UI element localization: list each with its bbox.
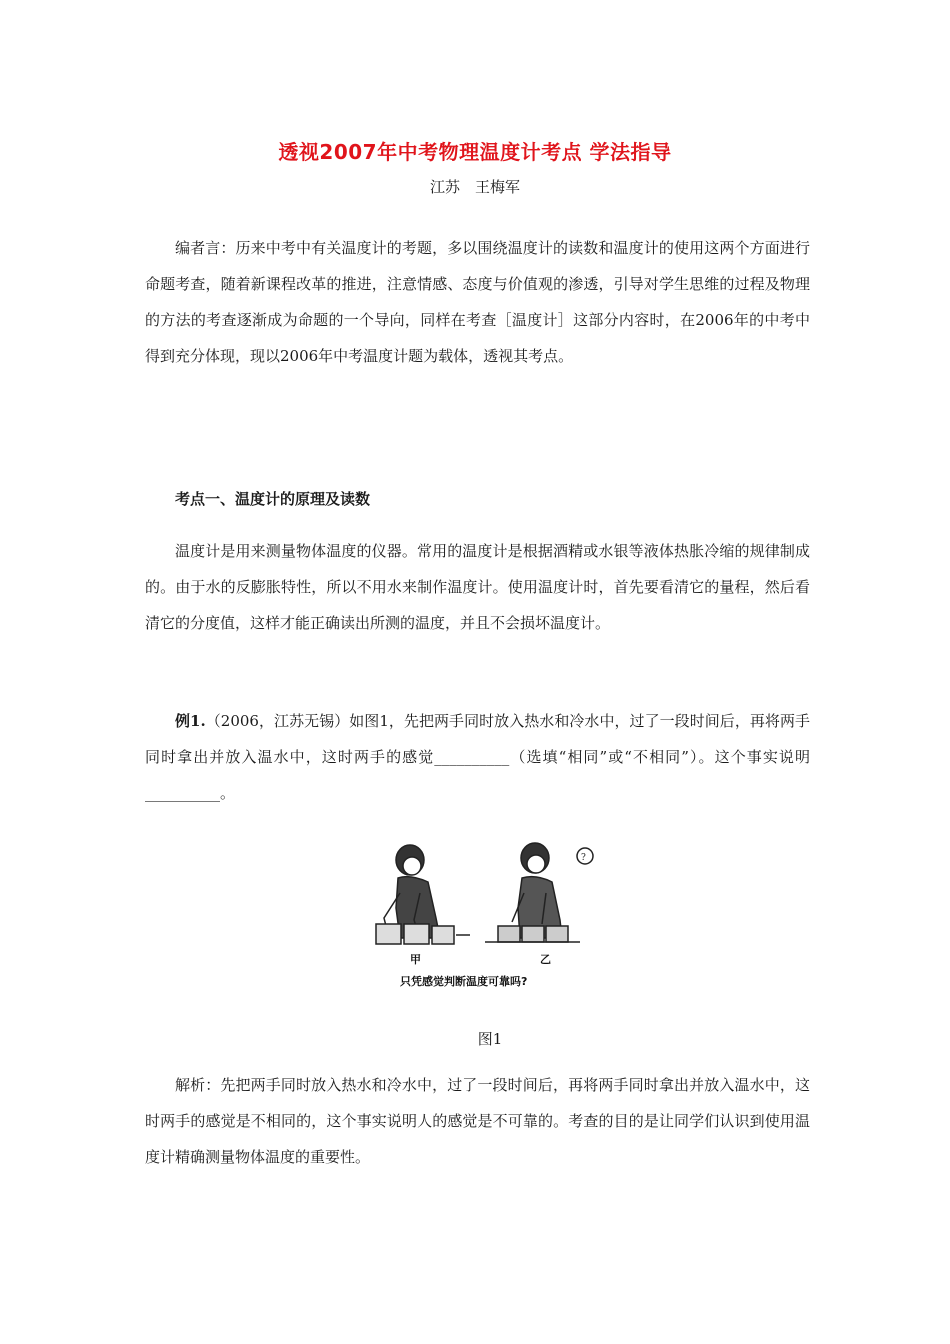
author-line: 江苏 王梅军 <box>429 178 520 196</box>
example-text: （2006，江苏无锡）如图1，先把两手同时放入热水和冷水中，过了一段时间后，再将两手同时拿出并放入温水中，这时两手的感觉__________（选填“相同”或“不相同”）。这个事实说明__________。 <box>145 712 810 802</box>
right-basin-3 <box>546 926 568 942</box>
figure-question: 只凭感觉判断温度可靠吗? <box>400 975 528 988</box>
section-body: 温度计是用来测量物体温度的仪器。常用的温度计是根据酒精或水银等液体热胀冷缩的规律制成的。由于水的反膨胀特性，所以不用水来制作温度计。使用温度计时，首先要看清它的量程，然后看清它的分度值，这样才能正确读出所测的温度，并且不会损坏温度计。 <box>145 542 810 632</box>
figure-drawing <box>370 838 595 993</box>
right-basin-2 <box>522 926 544 942</box>
figure-label-right: 乙 <box>540 953 551 966</box>
analysis-paragraph: 解析：先把两手同时放入热水和冷水中，过了一段时间后，再将两手同时拿出并放入温水中，这时两手的感觉是不相同的，这个事实说明人的感觉是不可靠的。考查的目的是让同学们认识到使用温度计精确测量物体温度的重要性。 <box>145 1076 810 1166</box>
figure-caption: 图1 <box>477 1030 503 1048</box>
figure-1-illustration <box>370 838 595 993</box>
figure-label-left: 甲 <box>410 953 421 966</box>
left-basin-1 <box>376 924 401 944</box>
section-heading: 考点一、温度计的原理及读数 <box>175 490 371 508</box>
page-title: 透视2007年中考物理温度计考点 学法指导 <box>278 140 672 164</box>
svg-text:?: ? <box>581 853 586 863</box>
right-basin-1 <box>498 926 520 942</box>
example-1 <box>145 703 810 811</box>
left-basin-3 <box>432 926 454 944</box>
editor-note: 编者言：历来中考中有关温度计的考题，多以围绕温度计的读数和温度计的使用这两个方面进行命题考查，随着新课程改革的推进，注意情感、态度与价值观的渗透，引导对学生思维的过程及物理的方法的考查逐渐成为命题的一个导向，同样在考查［温度计］这部分内容时，在2006年的中考中得到充分体现，现以2006年中考温度计题为载体，透视其考点。 <box>145 239 810 365</box>
example-label: 例1. <box>175 712 206 730</box>
left-basin-2 <box>404 924 429 944</box>
